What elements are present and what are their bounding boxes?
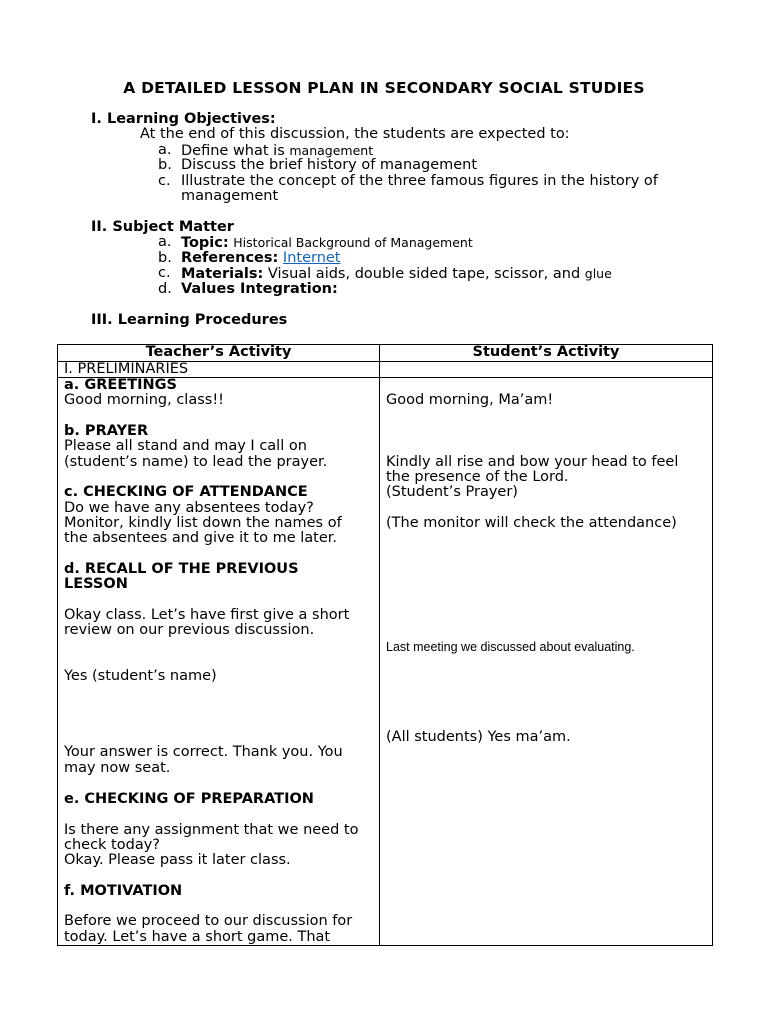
student-attendance: (The monitor will check the attendance) [386, 515, 677, 531]
attendance-heading: c. CHECKING OF ATTENDANCE [64, 484, 308, 500]
student-prayer-line-1: Kindly all rise and bow your head to feel [386, 454, 679, 470]
objective-c-continued: management [181, 188, 279, 204]
references-label: References: [181, 250, 279, 266]
objective-marker-b: b. [158, 157, 172, 173]
subject-marker-b: b. [158, 250, 172, 266]
student-all-yes: (All students) Yes ma’am. [386, 729, 571, 745]
student-recall-answer: Last meeting we discussed about evaluating. [386, 640, 635, 654]
objective-marker-a: a. [158, 142, 172, 158]
teacher-motivation-line-1: Before we proceed to our discussion for [64, 913, 353, 929]
objective-a-term: management [289, 143, 374, 158]
subject-references [181, 251, 341, 267]
motivation-heading: f. MOTIVATION [64, 883, 183, 899]
objective-b: Discuss the brief history of management [181, 157, 478, 173]
teacher-greeting: Good morning, class!! [64, 392, 224, 408]
objectives-heading: I. Learning Objectives: [91, 111, 276, 127]
subject-marker-c: c. [158, 265, 171, 281]
teacher-prayer-line-1: Please all stand and may I call on [64, 438, 307, 454]
teacher-motivation-line-2: today. Let’s have a short game. That [64, 929, 331, 945]
teacher-recall-call: Yes (student’s name) [64, 668, 217, 684]
teacher-preparation-line-1: Is there any assignment that we need to [64, 822, 359, 838]
student-prayer-line-3: (Student’s Prayer) [386, 484, 518, 500]
student-prayer-line-2: the presence of the Lord. [386, 469, 569, 485]
objective-a-text: Define what is [181, 143, 290, 159]
subject-marker-d: d. [158, 281, 172, 297]
document-title: A DETAILED LESSON PLAN IN SECONDARY SOCIAL STUDIES [123, 79, 645, 97]
values-integration-label: Values Integration: [181, 281, 338, 297]
preparation-heading: e. CHECKING OF PREPARATION [64, 791, 314, 807]
table-row [58, 361, 713, 378]
procedures-table [57, 344, 713, 946]
teacher-preparation-line-2: check today? [64, 837, 160, 853]
topic-value: Historical Background of Management [233, 235, 473, 250]
teacher-correct-line-1: Your answer is correct. Thank you. You [64, 744, 343, 760]
subject-heading: II. Subject Matter [91, 219, 234, 235]
teacher-recall-line-1: Okay class. Let’s have first give a short [64, 607, 350, 623]
teacher-correct-line-2: may now seat. [64, 760, 171, 776]
table-header-row [58, 345, 713, 362]
materials-label: Materials: [181, 266, 264, 282]
teacher-activity-header: Teacher’s Activity [58, 345, 380, 362]
teacher-activity-cell [58, 378, 380, 946]
objective-marker-c: c. [158, 173, 171, 189]
table-row [58, 378, 713, 946]
greetings-heading: a. GREETINGS [64, 377, 177, 393]
empty-cell [380, 361, 713, 378]
prayer-heading: b. PRAYER [64, 423, 149, 439]
objective-c: Illustrate the concept of the three famous figures in the history of [181, 173, 658, 189]
student-activity-cell [380, 378, 713, 946]
student-greeting: Good morning, Ma’am! [386, 392, 554, 408]
teacher-prayer-line-2: (student’s name) to lead the prayer. [64, 454, 328, 470]
teacher-attendance-line-2: Monitor, kindly list down the names of [64, 515, 342, 531]
teacher-attendance-line-1: Do we have any absentees today? [64, 500, 314, 516]
teacher-recall-line-2: review on our previous discussion. [64, 622, 315, 638]
teacher-preparation-line-3: Okay. Please pass it later class. [64, 852, 291, 868]
references-link[interactable]: Internet [282, 250, 341, 266]
subject-marker-a: a. [158, 234, 172, 250]
preliminaries-label: I. PRELIMINARIES [58, 361, 380, 378]
recall-heading-line-2: LESSON [64, 576, 128, 592]
topic-label: Topic: [181, 235, 229, 251]
materials-value: Visual aids, double sided tape, scissor, and [267, 266, 585, 282]
materials-value-end: glue [584, 266, 612, 281]
objectives-intro: At the end of this discussion, the students are expected to: [140, 126, 570, 142]
recall-heading-line-1: d. RECALL OF THE PREVIOUS [64, 561, 299, 577]
procedures-heading: III. Learning Procedures [91, 312, 288, 328]
teacher-attendance-line-3: the absentees and give it to me later. [64, 530, 337, 546]
student-activity-header: Student’s Activity [380, 345, 713, 362]
